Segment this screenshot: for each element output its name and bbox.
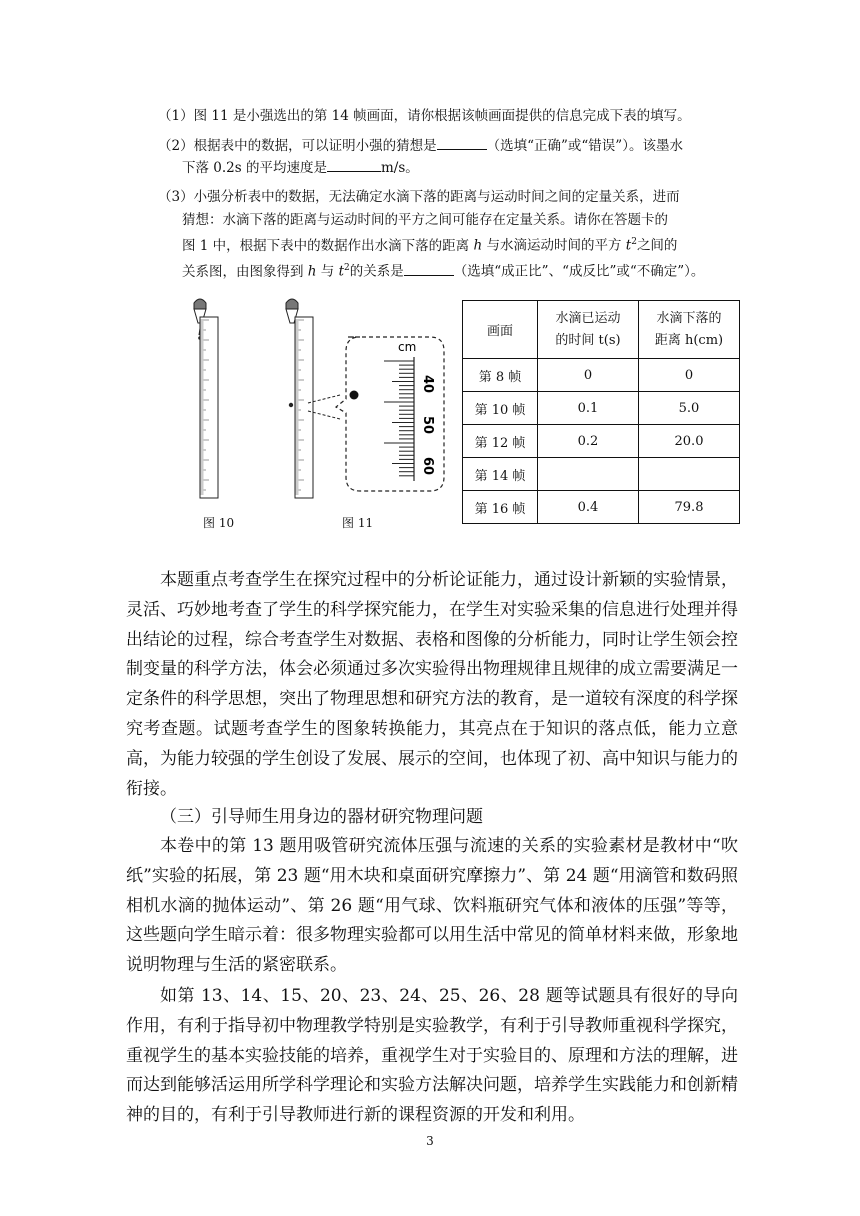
answer-blank — [437, 135, 487, 150]
table-header-cell: 水滴已运动 的时间 t(s) — [538, 301, 639, 359]
table-row: 第 14 帧 — [463, 458, 740, 491]
table-header-row — [463, 301, 740, 359]
table-header-cell: 水滴下落的 距离 h(cm) — [639, 301, 740, 359]
page-number: 3 — [426, 1134, 434, 1148]
body-paragraph: 本题重点考查学生在探究过程中的分析论证能力，通过设计新颖的实验情景，灵活、巧妙地考查了学生的科学探究能力，在学生对实验采集的信息进行处理并得出结论的过程，综合考查学生对数据、表格和图像的分析能力，同时让学生领会控制变量的科学方法，体会必须通过多次实验得出物理规律且规律的成立需要满足一定条件的科学思想，突出了物理思想和研究方法的教育，是一道较有深度的科学探究考查题。试题考查学生的图象转换能力，其亮点在于知识的落点低，能力立意高，为能力较强的学生创设了发展、展示的空间，也体现了初、高中知识与能力的衔接。 — [126, 570, 738, 799]
figure-11-caption: 图 11 — [342, 516, 374, 530]
body-paragraph: 本卷中的第 13 题用吸管研究流体压强与流速的关系的实验素材是教材中“吹纸”实验的拓展，第 23 题“用木块和桌面研究摩擦力”、第 24 题“用滴管和数码照相机水滴的抛体运动”、第 26 题“用气球、饮料瓶研究气体和液体的压强”等等，这些题向学生暗示着：很多物理实验都可以用生活中常见的简单材料来做，形象地说明物理与生活的紧密联系。 — [126, 836, 738, 976]
question-3: （3）小强分析表中的数据，无法确定水滴下落的距离与运动时间之间的定量关系，进而 猜想：水滴下落的距离与运动时间的平方之间可能存在定量关系。请你在答题卡的 图 1 中，根据下表中的数据作出水滴下落的距离 h 与水滴运动时间的平方 $t^2$之间的 关系图，由图象得到 h 与 $t^2$的关系是 （选填“成正比”、“成反比”或“不确定”）。 — [158, 189, 705, 280]
tick-label-60: 60 — [420, 457, 435, 476]
answer-blank — [404, 261, 454, 276]
question-1: （1）图 11 是小强选出的第 14 帧画面，请你根据该帧画面提供的信息完成下表的填写。 — [158, 108, 691, 124]
figure-11 — [286, 299, 444, 498]
question-2: （2）根据表中的数据，可以证明小强的猜想是 （选填“正确”或“错误”）。该墨水 下落 0.2s 的平均速度是 m/s。 — [158, 135, 748, 179]
tick-label-40: 40 — [420, 375, 435, 394]
data-table — [462, 300, 740, 524]
table-row: 第 12 帧 0.2 20.0 — [463, 425, 740, 458]
table-row: 第 10 帧 0.1 5.0 — [463, 392, 740, 425]
table-row: 第 16 帧 0.4 79.8 — [463, 491, 740, 524]
answer-blank — [327, 157, 381, 172]
section-heading: （三）引导师生用身边的器材研究物理问题 — [160, 807, 483, 827]
figure-10-caption: 图 10 — [203, 516, 235, 530]
table-header-cell: 画面 — [463, 301, 538, 359]
figure-10-11-illustration — [180, 295, 460, 510]
figure-10 — [194, 299, 218, 498]
tick-label-50: 50 — [420, 416, 435, 435]
body-paragraph: 如第 13、14、15、20、23、24、25、26、28 题等试题具有很好的导向作用，有利于指导初中物理教学特别是实验教学，有利于引导教师重视科学探究，重视学生的基本实验技能的培养，重视学生对于实验目的、原理和方法的理解，进而达到能够活运用所学科学理论和实验方法解决问题，培养学生实践能力和创新精神的目的，有利于引导教师进行新的课程资源的开发和利用。 — [126, 986, 738, 1126]
unit-cm-label: cm — [398, 340, 417, 354]
table-row: 第 8 帧 0 0 — [463, 359, 740, 392]
